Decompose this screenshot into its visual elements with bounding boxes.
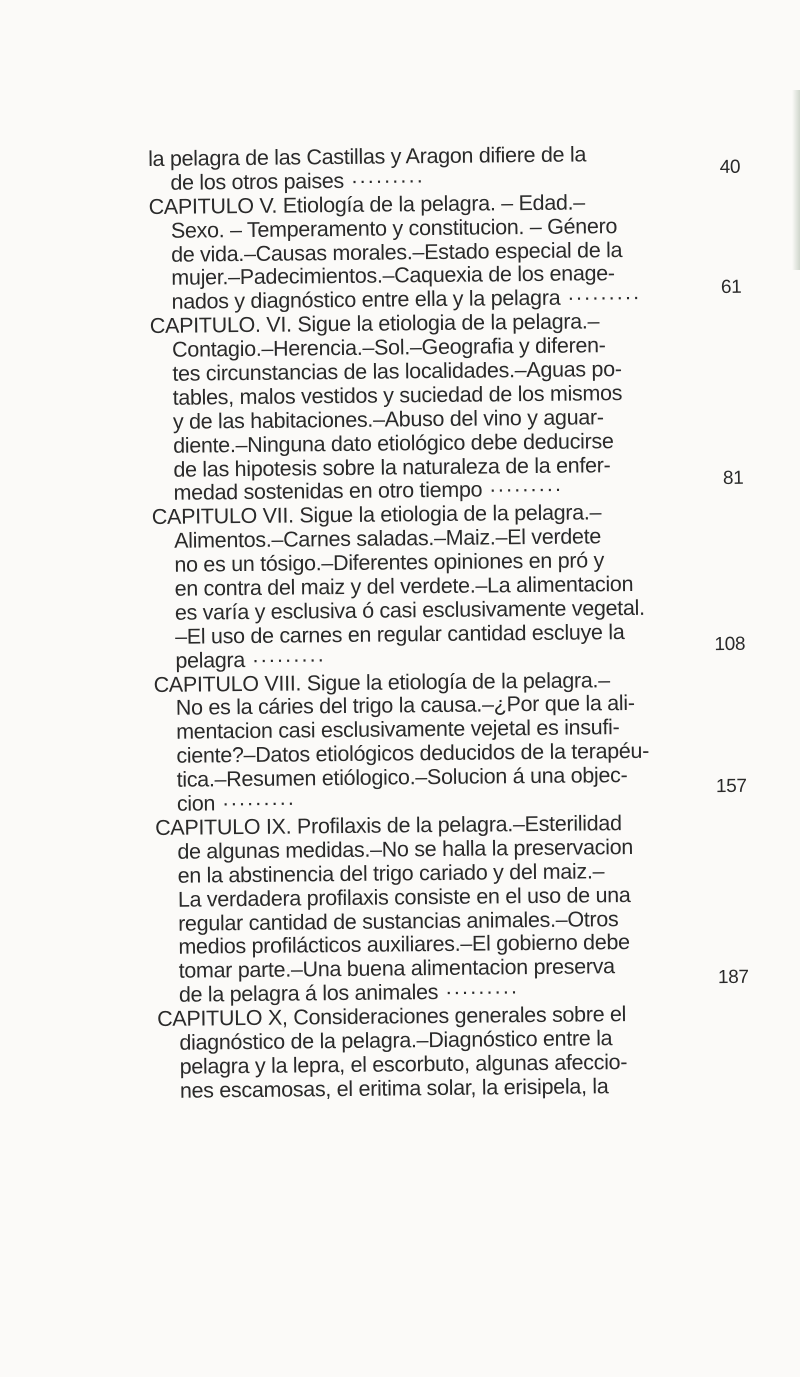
- toc-line: y de las habitaciones.–Abuso del vino y aguar-: [172, 405, 604, 434]
- table-of-contents: [147, 142, 749, 1103]
- toc-line: de vida.–Causas morales.–Estado especial de la: [170, 237, 623, 267]
- page-number: 40: [719, 156, 741, 179]
- toc-line: cion ·····: [155, 787, 695, 817]
- toc-line: nes escamosas, el eritima solar, la erisipela, la: [179, 1073, 609, 1103]
- page-number: 157: [715, 775, 747, 798]
- toc-line: de las hipotesis sobre la naturaleza de la enfer-: [173, 452, 611, 482]
- toc-line: diente.–Ninguna dato etiológico debe deducirse: [172, 428, 614, 458]
- toc-line: de la pelagra á los animales ·····: [157, 978, 697, 1008]
- toc-line: medios profilácticos auxiliares.–El gobierno debe: [178, 930, 630, 960]
- toc-chapter-5: CAPITULO V. Etiología de la pelagra. – Edad.–: [148, 190, 586, 219]
- toc-line: pelagra y la lepra, el escorbuto, algunas afeccio-: [179, 1049, 628, 1079]
- toc-line: mentacion casi esclusivamente vejetal es insufi-: [175, 715, 620, 745]
- toc-line: pelagra ·····: [153, 644, 693, 674]
- toc-line: Alimentos.–Carnes saladas.–Maiz.–El verdete: [173, 524, 602, 553]
- toc-line: ciente?–Datos etiológicos deducidos de la terapéu-: [176, 739, 650, 769]
- toc-line: no es un tósigo.–Diferentes opiniones en pró y: [174, 548, 605, 577]
- page-number: 108: [714, 633, 746, 656]
- toc-chapter-9: CAPITULO IX. Profilaxis de la pelagra.–Esterilidad: [154, 811, 622, 840]
- toc-chapter-7: CAPITULO VII. Sigue la etiologia de la pelagra.–: [151, 500, 602, 530]
- toc-chapter-10: CAPITULO X, Consideraciones generales sobre el: [156, 1002, 627, 1032]
- toc-line: La verdadera profilaxis consiste en el uso de una: [177, 882, 631, 912]
- toc-line: –El uso de carnes en regular cantidad escluye la: [174, 619, 625, 649]
- page-edge-shadow: [792, 90, 800, 270]
- page-number: 81: [722, 467, 744, 489]
- toc-line: en la abstinencia del trigo cariado y del maiz.–: [177, 858, 605, 888]
- toc-line: Contagio.–Herencia.–Sol.–Geografia y diferen-: [171, 333, 606, 362]
- toc-line: mujer.–Padecimientos.–Caquexia de los enage-: [171, 261, 615, 291]
- toc-line: tomar parte.–Una buena alimentacion preserva: [178, 954, 615, 984]
- toc-line: tables, malos vestidos y suciedad de los mismos: [172, 380, 623, 410]
- toc-line: en contra del maiz y del verdete.–La alimentacion: [174, 571, 634, 601]
- page-number: 61: [720, 276, 742, 299]
- toc-line: tica.–Resumen etiólogico.–Solucion á una objec-: [176, 763, 628, 792]
- toc-line: medad sostenidas en otro tiempo ·····: [152, 477, 692, 507]
- toc-line: es varía y esclusiva ó casi esclusivamente vegetal.: [174, 595, 645, 625]
- toc-line: regular cantidad de sustancias animales.–Otros: [177, 906, 619, 936]
- toc-line: la pelagra de las Castillas y Aragon difiere de la: [147, 142, 587, 171]
- toc-chapter-6: CAPITULO. VI. Sigue la etiologia de la pelagra.–: [149, 309, 600, 339]
- toc-line: nados y diagnóstico entre ella y la pelagra ·····: [150, 286, 690, 316]
- page-number: 187: [717, 966, 749, 989]
- toc-line: tes circunstancias de las localidades.–Aguas po-: [172, 357, 622, 386]
- toc-line: No es la cáries del trigo la causa.–¿Por que la ali-: [175, 691, 635, 721]
- toc-chapter-8: CAPITULO VIII. Sigue la etiología de la pelagra.–: [153, 667, 610, 697]
- toc-line: de algunas medidas.–No se halla la preservacion: [177, 834, 634, 864]
- toc-line: de los otros paises ·····: [148, 166, 688, 196]
- toc-line: Sexo. – Temperamento y constitucion. – Género: [170, 213, 618, 243]
- toc-line: diagnóstico de la pelagra.–Diagnóstico entre la: [179, 1026, 613, 1055]
